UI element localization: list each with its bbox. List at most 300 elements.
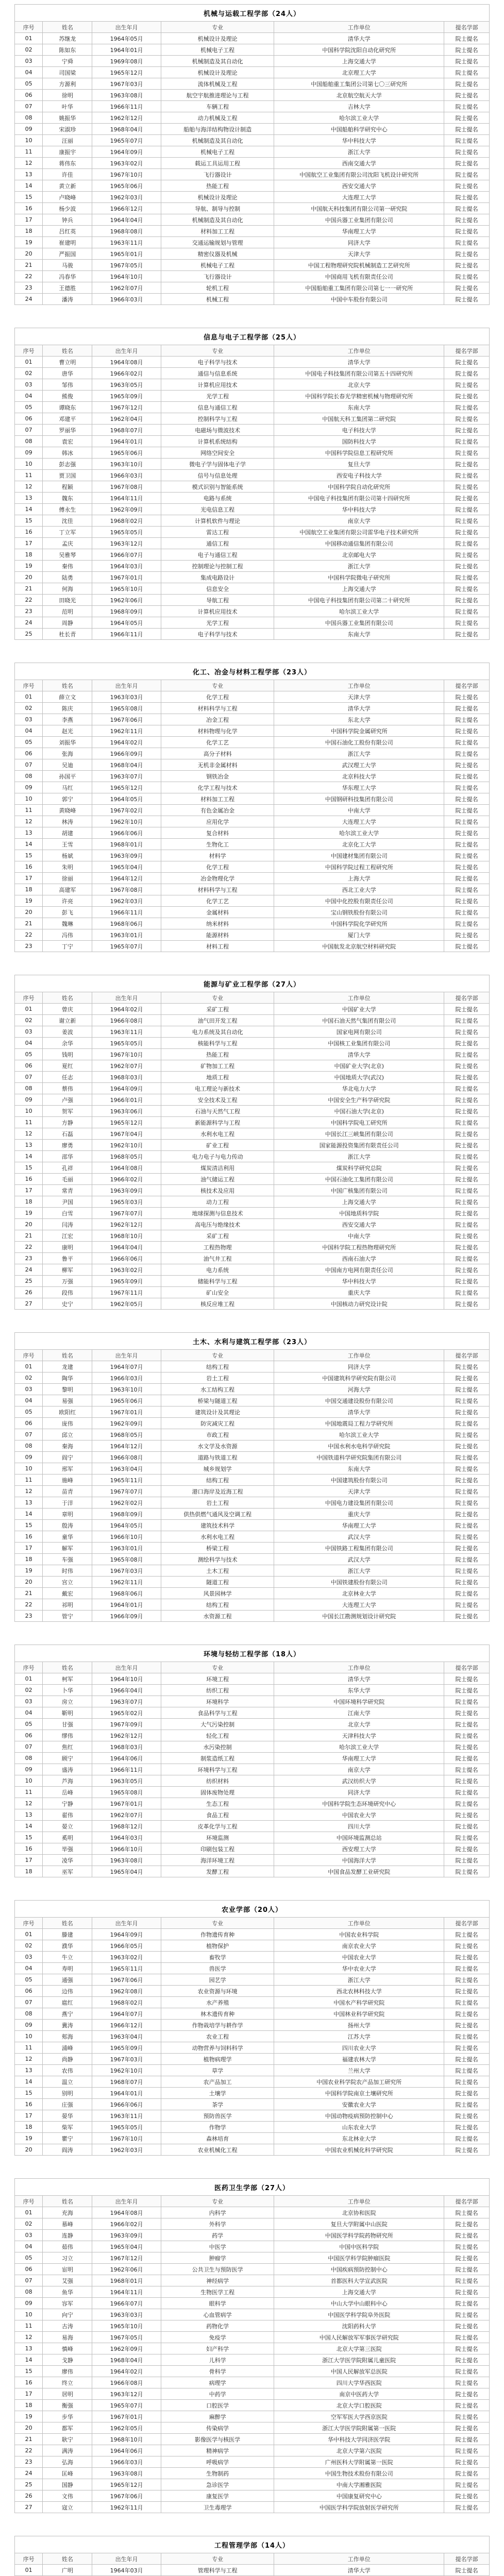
- birth-date-cell: 1968年05月: [92, 1429, 161, 1440]
- table-row: [15, 2377, 490, 2388]
- nomination-department-cell: 院士提名: [444, 583, 490, 595]
- work-unit-cell: 国家电网有限公司: [274, 1026, 444, 1038]
- work-unit-cell: 复旦大学附属中山医院: [274, 2218, 444, 2230]
- row-number-cell: 09: [15, 1452, 43, 1463]
- row-number-cell: 08: [15, 1083, 43, 1094]
- birth-date-cell: 1965年12月: [92, 1117, 161, 1128]
- row-number-cell: 12: [15, 816, 43, 827]
- table-row: [15, 493, 490, 504]
- table-row: [15, 748, 490, 759]
- major-cell: 材料科学与工程: [161, 703, 274, 714]
- table-row: [15, 793, 490, 805]
- major-cell: 化学工程: [161, 691, 274, 703]
- section-title: 机械与运载工程学部（24人）: [15, 5, 490, 22]
- row-number-cell: 04: [15, 1963, 43, 1974]
- table-row: [15, 1599, 490, 1611]
- work-unit-cell: 中国船舶科学研究中心: [274, 124, 444, 135]
- table-row: [15, 2354, 490, 2366]
- person-name-cell: 常青: [43, 1185, 92, 1196]
- major-cell: 环境科学: [161, 1696, 274, 1707]
- nomination-department-cell: 院士提名: [444, 2088, 490, 2099]
- work-unit-cell: 中国林业科学研究院: [274, 2008, 444, 2020]
- birth-date-cell: 1965年11月: [92, 1963, 161, 1974]
- person-name-cell: 殷涛: [43, 1520, 92, 1531]
- work-unit-cell: 西安交通大学: [274, 180, 444, 192]
- major-cell: 冶金物理化学: [161, 873, 274, 884]
- row-number-cell: 01: [15, 357, 43, 368]
- nomination-department-cell: 院士提名: [444, 515, 490, 527]
- row-number-cell: 19: [15, 1565, 43, 1577]
- work-unit-cell: 中国矿业大学(北京): [274, 1060, 444, 1072]
- birth-date-cell: 1967年08月: [92, 481, 161, 493]
- person-name-cell: 弘海: [43, 2456, 92, 2468]
- nomination-department-cell: 院士提名: [444, 78, 490, 90]
- row-number-cell: 19: [15, 237, 43, 248]
- row-number-cell: 16: [15, 1531, 43, 1543]
- birth-date-cell: 1962年10月: [92, 816, 161, 827]
- table-row: [15, 583, 490, 595]
- row-number-cell: 12: [15, 481, 43, 493]
- table-row: [15, 1798, 490, 1809]
- nomination-department-cell: 院士提名: [444, 606, 490, 617]
- major-cell: 化学工程与技术: [161, 782, 274, 793]
- birth-date-cell: 1963年10月: [92, 459, 161, 470]
- table-row: [15, 391, 490, 402]
- table-row: [15, 67, 490, 78]
- table-row: [15, 1753, 490, 1764]
- birth-date-cell: 1962年04月: [92, 413, 161, 425]
- major-cell: 核能科学与工程: [161, 1038, 274, 1049]
- table-row: [15, 2218, 490, 2230]
- person-name-cell: 茹伟: [43, 2241, 92, 2252]
- birth-date-cell: 1968年10月: [92, 1230, 161, 1242]
- birth-date-cell: 1963年11月: [92, 1026, 161, 1038]
- row-number-cell: 04: [15, 1707, 43, 1719]
- person-name-cell: 瞿宁: [43, 2133, 92, 2144]
- nomination-department-cell: 院士提名: [444, 2020, 490, 2031]
- person-name-cell: 戈静: [43, 2354, 92, 2366]
- birth-date-cell: 1967年09月: [92, 1719, 161, 1730]
- person-name-cell: 晏立: [43, 1821, 92, 1832]
- table-row: [15, 504, 490, 515]
- work-unit-cell: 华中科技大学: [274, 504, 444, 515]
- person-name-cell: 方源利: [43, 78, 92, 90]
- birth-date-cell: 1965年10月: [92, 2320, 161, 2332]
- birth-date-cell: 1967年12月: [92, 2252, 161, 2264]
- table-row: [15, 2110, 490, 2122]
- table-row: [15, 2133, 490, 2144]
- birth-date-cell: 1964年04月: [92, 214, 161, 226]
- work-unit-cell: 中国海洋大学: [274, 1855, 444, 1866]
- row-number-cell: 13: [15, 169, 43, 180]
- table-row: [15, 2207, 490, 2218]
- person-name-cell: 黄晓峰: [43, 805, 92, 816]
- major-cell: 植物病理学: [161, 2054, 274, 2065]
- table-row: [15, 2241, 490, 2252]
- birth-date-cell: 1962年03月: [92, 2144, 161, 2156]
- birth-date-cell: 1966年04月: [92, 1685, 161, 1696]
- major-cell: 信息安全: [161, 583, 274, 595]
- table-row: [15, 1843, 490, 1855]
- nomination-department-cell: 院士提名: [444, 1230, 490, 1242]
- nomination-department-cell: 院士提名: [444, 271, 490, 282]
- table-row: [15, 1475, 490, 1486]
- person-name-cell: 彭志强: [43, 459, 92, 470]
- major-cell: 皮革化学与工程: [161, 1821, 274, 1832]
- work-unit-cell: 中国农业科学院农产品加工研究所: [274, 2076, 444, 2088]
- birth-date-cell: 1967年05月: [92, 2332, 161, 2343]
- column-header-row-number: 序号: [15, 2196, 43, 2207]
- work-unit-cell: 中国电子科技集团有限公司第二十研究所: [274, 595, 444, 606]
- work-unit-cell: 宝山钢铁股份有限公司: [274, 907, 444, 918]
- birth-date-cell: 1962年05月: [92, 2422, 161, 2434]
- nomination-department-cell: 院士提名: [444, 2468, 490, 2479]
- major-cell: 岩土工程: [161, 1497, 274, 1509]
- birth-date-cell: 1962年12月: [92, 112, 161, 124]
- nomination-department-cell: 院士提名: [444, 748, 490, 759]
- work-unit-cell: 中国电子科技集团有限公司第十四研究所: [274, 493, 444, 504]
- table-row: [15, 135, 490, 146]
- person-name-cell: 于洋: [43, 1497, 92, 1509]
- person-name-cell: 寇立: [43, 2502, 92, 2513]
- row-number-cell: 22: [15, 2445, 43, 2456]
- nomination-department-cell: 院士提名: [444, 1577, 490, 1588]
- work-unit-cell: 中国兵器工业集团有限公司: [274, 617, 444, 629]
- table-row: [15, 1986, 490, 1997]
- nomination-department-cell: 院士提名: [444, 1599, 490, 1611]
- row-number-cell: 05: [15, 1406, 43, 1418]
- row-number-cell: 16: [15, 2099, 43, 2110]
- nomination-department-cell: 院士提名: [444, 169, 490, 180]
- work-unit-cell: 中国工程物理研究院机械制造工艺研究所: [274, 260, 444, 271]
- major-cell: 集成电路设计: [161, 572, 274, 583]
- row-number-cell: 13: [15, 493, 43, 504]
- person-name-cell: 都军: [43, 2422, 92, 2434]
- nomination-department-cell: 院士提名: [444, 1174, 490, 1185]
- major-cell: 农产品加工: [161, 2076, 274, 2088]
- person-name-cell: 方静: [43, 1117, 92, 1128]
- birth-date-cell: 1963年12月: [92, 2388, 161, 2400]
- work-unit-cell: 华南理工大学: [274, 1753, 444, 1764]
- table-row: [15, 2343, 490, 2354]
- major-cell: 水工结构工程: [161, 1384, 274, 1395]
- work-unit-cell: 中国石油天然气集团有限公司: [274, 1015, 444, 1026]
- birth-date-cell: 1964年10月: [92, 1673, 161, 1685]
- work-unit-cell: 首都医科大学宣武医院: [274, 2275, 444, 2286]
- person-name-cell: 史宁: [43, 1298, 92, 1310]
- major-cell: 通信工程: [161, 538, 274, 549]
- column-header-person-name: 姓名: [43, 680, 92, 691]
- nomination-department-cell: 院士提名: [444, 2286, 490, 2298]
- nomination-department-cell: 院士提名: [444, 1361, 490, 1372]
- table-row: [15, 1094, 490, 1106]
- row-number-cell: 21: [15, 583, 43, 595]
- work-unit-cell: 北京科技大学: [274, 771, 444, 782]
- major-cell: 电子科学与技术: [161, 357, 274, 368]
- work-unit-cell: 同济大学: [274, 1361, 444, 1372]
- person-name-cell: 钱明: [43, 1049, 92, 1060]
- major-cell: 农业机械化工程: [161, 2144, 274, 2156]
- table-row: [15, 146, 490, 158]
- table-row: [15, 90, 490, 101]
- major-cell: 结构工程: [161, 1361, 274, 1372]
- major-cell: 道路与铁道工程: [161, 1452, 274, 1463]
- row-number-cell: 02: [15, 1015, 43, 1026]
- birth-date-cell: 1963年01月: [92, 1543, 161, 1554]
- nomination-department-cell: 院士提名: [444, 1242, 490, 1253]
- nomination-department-cell: 院士提名: [444, 2031, 490, 2042]
- table-row: [15, 368, 490, 379]
- row-number-cell: 10: [15, 135, 43, 146]
- major-cell: 微电子学与固体电子学: [161, 459, 274, 470]
- work-unit-cell: 北京大学第三医院: [274, 2343, 444, 2354]
- row-number-cell: 09: [15, 124, 43, 135]
- table-row: [15, 260, 490, 271]
- major-cell: 药物化学: [161, 2320, 274, 2332]
- birth-date-cell: 1966年03月: [92, 294, 161, 305]
- birth-date-cell: 1963年05月: [92, 1775, 161, 1787]
- nomination-department-cell: 院士提名: [444, 1463, 490, 1475]
- birth-date-cell: 1962年12月: [92, 1730, 161, 1741]
- person-name-cell: 邢军: [43, 1463, 92, 1475]
- table-row: [15, 1072, 490, 1083]
- table-row: [15, 861, 490, 873]
- nomination-department-cell: 院士提名: [444, 1554, 490, 1565]
- column-header-major: 专业: [161, 22, 274, 33]
- major-cell: 环境工程: [161, 1673, 274, 1685]
- birth-date-cell: 1964年01月: [92, 1599, 161, 1611]
- row-number-cell: 13: [15, 2065, 43, 2076]
- work-unit-cell: 北京邮电大学: [274, 549, 444, 561]
- major-cell: 油气井工程: [161, 1253, 274, 1264]
- table-row: [15, 1855, 490, 1866]
- major-cell: 建筑技术科学: [161, 1520, 274, 1531]
- nomination-department-cell: 院士提名: [444, 2065, 490, 2076]
- work-unit-cell: 中国农业机械化科学研究院: [274, 2144, 444, 2156]
- birth-date-cell: 1965年05月: [92, 2122, 161, 2133]
- nomination-department-cell: 院士提名: [444, 861, 490, 873]
- work-unit-cell: 中国疾病预防控制中心: [274, 2264, 444, 2275]
- row-number-cell: 18: [15, 2122, 43, 2133]
- major-cell: 作物学: [161, 2122, 274, 2133]
- nomination-department-cell: 院士提名: [444, 850, 490, 861]
- major-cell: 复合材料: [161, 827, 274, 839]
- person-name-cell: 鱼华: [43, 2286, 92, 2298]
- major-cell: 机械设计及理论: [161, 192, 274, 203]
- person-name-cell: 居明: [43, 2388, 92, 2400]
- nomination-department-cell: 院士提名: [444, 759, 490, 771]
- work-unit-cell: 中国商用飞机有限责任公司: [274, 271, 444, 282]
- major-cell: 核反应堆工程: [161, 1298, 274, 1310]
- birth-date-cell: 1962年07月: [92, 1809, 161, 1821]
- nomination-department-cell: 院士提名: [444, 1719, 490, 1730]
- nomination-department-cell: 院士提名: [444, 1497, 490, 1509]
- nomination-department-cell: 院士提名: [444, 1162, 490, 1174]
- birth-date-cell: 1968年10月: [92, 2434, 161, 2445]
- work-unit-cell: 东华大学: [274, 1685, 444, 1696]
- person-name-cell: 易强: [43, 1395, 92, 1406]
- table-row: [15, 1418, 490, 1429]
- person-name-cell: 叶华: [43, 101, 92, 112]
- birth-date-cell: 1963年09月: [92, 2230, 161, 2241]
- nomination-department-cell: 院士提名: [444, 1429, 490, 1440]
- person-name-cell: 韩冰: [43, 447, 92, 459]
- column-header-nomination-department: 提名学部: [444, 22, 490, 33]
- table-row: [15, 1004, 490, 1015]
- column-header-person-name: 姓名: [43, 2553, 92, 2565]
- nomination-department-cell: 院士提名: [444, 1730, 490, 1741]
- work-unit-cell: 中国环境科学研究院: [274, 1696, 444, 1707]
- nomination-department-cell: 院士提名: [444, 1753, 490, 1764]
- nomination-department-cell: 院士提名: [444, 357, 490, 368]
- person-name-cell: 宁舜: [43, 56, 92, 67]
- major-cell: 机械电子工程: [161, 260, 274, 271]
- nomination-department-cell: 院士提名: [444, 1208, 490, 1219]
- major-cell: 采矿工程: [161, 1004, 274, 1015]
- row-number-cell: 22: [15, 595, 43, 606]
- birth-date-cell: 1964年09月: [92, 1929, 161, 1940]
- birth-date-cell: 1967年06月: [92, 714, 161, 725]
- birth-date-cell: 1962年11月: [92, 725, 161, 737]
- birth-date-cell: 1963年04月: [92, 1463, 161, 1475]
- birth-date-cell: 1966年11月: [92, 1764, 161, 1775]
- major-cell: 内科学: [161, 2207, 274, 2218]
- nomination-department-cell: 院士提名: [444, 2565, 490, 2576]
- major-cell: 新能源科学与工程: [161, 1117, 274, 1128]
- table-row: [15, 805, 490, 816]
- work-unit-cell: 中国科学院电工研究所: [274, 1117, 444, 1128]
- nomination-department-cell: 院士提名: [444, 2445, 490, 2456]
- nomination-department-cell: 院士提名: [444, 538, 490, 549]
- work-unit-cell: 中国船舶重工集团有限公司第七一一研究所: [274, 282, 444, 294]
- table-row: [15, 538, 490, 549]
- work-unit-cell: 中国铁道科学研究院集团有限公司: [274, 1452, 444, 1463]
- birth-date-cell: 1964年05月: [92, 33, 161, 44]
- row-number-cell: 25: [15, 2479, 43, 2490]
- person-name-cell: 管宁: [43, 1611, 92, 1622]
- birth-date-cell: 1964年02月: [92, 1004, 161, 1015]
- table-row: [15, 2031, 490, 2042]
- birth-date-cell: 1967年06月: [92, 2490, 161, 2502]
- table-row: [15, 158, 490, 169]
- person-name-cell: 易海: [43, 2332, 92, 2343]
- person-name-cell: 文伟: [43, 2490, 92, 2502]
- person-name-cell: 任志: [43, 1072, 92, 1083]
- birth-date-cell: 1963年09月: [92, 850, 161, 861]
- person-name-cell: 夏红: [43, 1060, 92, 1072]
- row-number-cell: 14: [15, 1151, 43, 1162]
- row-number-cell: 03: [15, 56, 43, 67]
- birth-date-cell: 1966年08月: [92, 2377, 161, 2388]
- work-unit-cell: 中国船舶重工集团公司第七〇三研究所: [274, 78, 444, 90]
- table-row: [15, 1565, 490, 1577]
- work-unit-cell: 中国生物技术股份有限公司: [274, 2468, 444, 2479]
- row-number-cell: 17: [15, 538, 43, 549]
- table-row: [15, 1452, 490, 1463]
- work-unit-cell: 中国水利水电科学研究院: [274, 1440, 444, 1452]
- row-number-cell: 18: [15, 1196, 43, 1208]
- major-cell: 导航工程: [161, 595, 274, 606]
- row-number-cell: 19: [15, 2133, 43, 2144]
- row-number-cell: 09: [15, 2298, 43, 2309]
- person-name-cell: 古涛: [43, 2320, 92, 2332]
- column-header-row-number: 序号: [15, 992, 43, 1004]
- work-unit-cell: 中国科学院长春光学精密机械与物理研究所: [274, 391, 444, 402]
- person-name-cell: 吴雅琴: [43, 549, 92, 561]
- major-cell: 作物遗传育种: [161, 1929, 274, 1940]
- work-unit-cell: 北京大学第六医院: [274, 2445, 444, 2456]
- person-name-cell: 吴迪: [43, 759, 92, 771]
- table-row: [15, 169, 490, 180]
- work-unit-cell: 浙江大学: [274, 1974, 444, 1986]
- work-unit-cell: 中南大学: [274, 1230, 444, 1242]
- column-header-work-unit: 工作单位: [274, 680, 444, 691]
- work-unit-cell: 中国人民解放军军事医学研究院: [274, 2332, 444, 2343]
- row-number-cell: 11: [15, 470, 43, 481]
- nomination-department-cell: 院士提名: [444, 714, 490, 725]
- table-row: [15, 515, 490, 527]
- row-number-cell: 18: [15, 226, 43, 237]
- major-cell: 精密仪器及机械: [161, 248, 274, 260]
- table-row: [15, 413, 490, 425]
- section-spacer: [14, 1310, 490, 1332]
- section-table: [14, 1900, 490, 2156]
- table-row: [15, 1520, 490, 1531]
- table-row: [15, 1440, 490, 1452]
- work-unit-cell: 中国医学科学院肿瘤医院: [274, 2252, 444, 2264]
- table-row: [15, 2065, 490, 2076]
- person-name-cell: 许亮: [43, 895, 92, 907]
- table-row: [15, 2490, 490, 2502]
- row-number-cell: 10: [15, 1106, 43, 1117]
- work-unit-cell: 西北工业大学: [274, 884, 444, 895]
- row-number-cell: 03: [15, 1952, 43, 1963]
- row-number-cell: 03: [15, 1696, 43, 1707]
- birth-date-cell: 1968年01月: [92, 2275, 161, 2286]
- person-name-cell: 苏继龙: [43, 33, 92, 44]
- nomination-department-cell: 院士提名: [444, 1486, 490, 1497]
- birth-date-cell: 1964年05月: [92, 793, 161, 805]
- birth-date-cell: 1962年09月: [92, 1418, 161, 1429]
- birth-date-cell: 1964年03月: [92, 1832, 161, 1843]
- person-name-cell: 廖伟: [43, 2366, 92, 2377]
- birth-date-cell: 1962年06月: [92, 2264, 161, 2275]
- work-unit-cell: 上海交通大学: [274, 56, 444, 67]
- major-cell: 石油与天然气工程: [161, 1106, 274, 1117]
- major-cell: 矿物加工工程: [161, 1060, 274, 1072]
- nomination-department-cell: 院士提名: [444, 1253, 490, 1264]
- birth-date-cell: 1964年10月: [92, 271, 161, 282]
- row-number-cell: 06: [15, 748, 43, 759]
- person-name-cell: 蒋伟东: [43, 158, 92, 169]
- table-row: [15, 1429, 490, 1440]
- table-row: [15, 606, 490, 617]
- work-unit-cell: 复旦大学: [274, 459, 444, 470]
- nomination-department-cell: 院士提名: [444, 1026, 490, 1038]
- birth-date-cell: 1967年11月: [92, 1287, 161, 1298]
- work-unit-cell: 中国医学科学院放射医学研究所: [274, 2502, 444, 2513]
- column-header-row-number: 序号: [15, 680, 43, 691]
- work-unit-cell: 中国科学院南京土壤研究所: [274, 2088, 444, 2099]
- birth-date-cell: 1968年09月: [92, 606, 161, 617]
- nomination-department-cell: 院士提名: [444, 1775, 490, 1787]
- major-cell: 车辆工程: [161, 101, 274, 112]
- nomination-department-cell: 院士提名: [444, 549, 490, 561]
- birth-date-cell: 1966年03月: [92, 2456, 161, 2468]
- row-number-cell: 20: [15, 2144, 43, 2156]
- section-title: 环境与轻纺工程学部（18人）: [15, 1645, 490, 1662]
- birth-date-cell: 1968年02月: [92, 515, 161, 527]
